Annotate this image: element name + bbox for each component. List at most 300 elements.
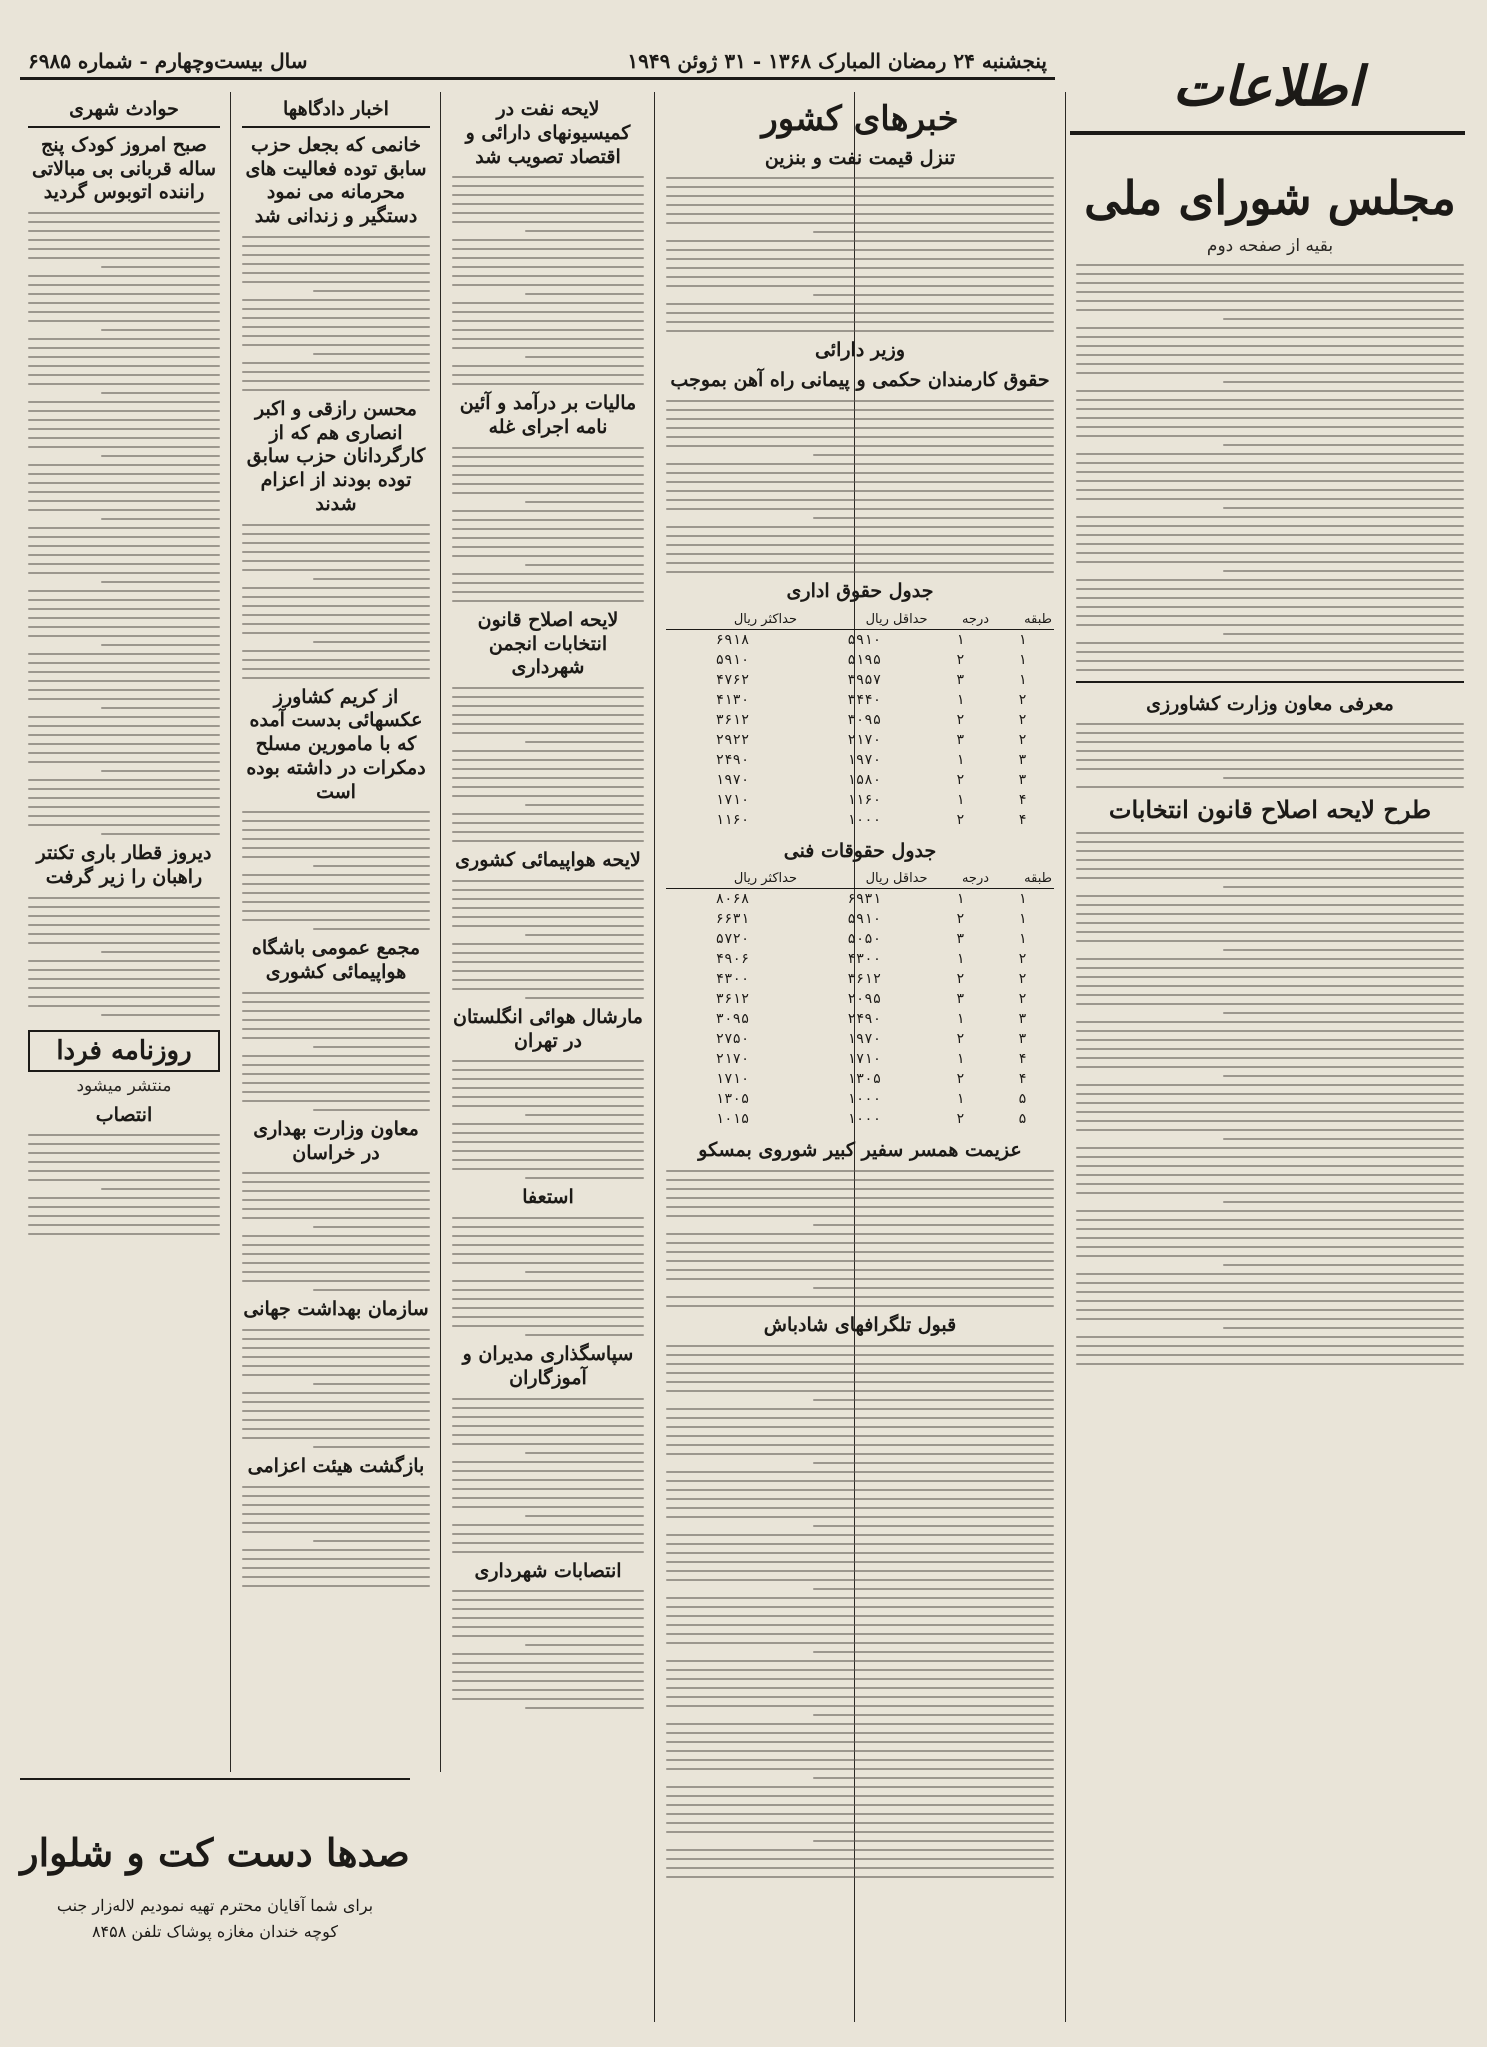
table-cell: ۲۷۵۰ xyxy=(715,1031,750,1048)
tomorrow-paper-notice: روزنامه فردا xyxy=(28,1030,220,1072)
text-line xyxy=(1076,1246,1464,1248)
text-line xyxy=(666,1206,1054,1208)
text-line xyxy=(1076,1057,1464,1059)
text-line xyxy=(452,1078,644,1080)
table-cell: ۲۰۹۵ xyxy=(847,991,882,1008)
election-law-body xyxy=(452,687,644,842)
razeghi-headline: محسن رازقی و اکبر انصاری هم که از کارگردانان حزب سابق توده بودند از اعزام شدند xyxy=(246,397,426,515)
table-cell: ۲۹۲۲ xyxy=(715,731,750,748)
text-line xyxy=(1076,1030,1464,1032)
text-line xyxy=(242,533,430,535)
table-cell: ۴ xyxy=(1018,811,1027,828)
text-line xyxy=(28,365,220,367)
table-cell: ۵۹۱۰ xyxy=(847,911,882,928)
text-line xyxy=(242,1271,430,1273)
text-line xyxy=(242,1253,430,1255)
courts-column xyxy=(236,92,436,1772)
text-line xyxy=(452,952,644,954)
text-line xyxy=(1076,832,1464,834)
text-line xyxy=(242,335,430,337)
text-line xyxy=(452,1168,644,1170)
table-cell: ۱ xyxy=(1018,651,1027,668)
text-line xyxy=(666,1242,1054,1244)
table-cell: ۲ xyxy=(956,1071,965,1088)
text-line xyxy=(452,1253,644,1255)
text-line xyxy=(1076,1273,1464,1275)
text-line xyxy=(1076,1066,1464,1068)
text-line xyxy=(525,1177,644,1179)
table-cell: ۱ xyxy=(956,1011,965,1028)
text-line xyxy=(28,635,220,637)
city-news-column xyxy=(22,92,226,1772)
delegation-return-headline: بازگشت هیئت اعزامی xyxy=(247,1455,425,1477)
text-line xyxy=(666,1624,1054,1626)
aviation-club-body xyxy=(242,992,430,1111)
text-line xyxy=(1223,507,1464,509)
table-cell: ۱ xyxy=(956,631,965,648)
text-line xyxy=(666,1867,1054,1869)
text-line xyxy=(242,1280,430,1282)
text-line xyxy=(666,1251,1054,1253)
text-line xyxy=(242,1037,430,1039)
oil-bill-column xyxy=(446,92,650,2022)
text-line xyxy=(1076,471,1464,473)
ad-headline: صدها دست کت و شلوار xyxy=(20,1830,410,1875)
text-line xyxy=(1076,642,1464,644)
text-line xyxy=(101,392,220,394)
text-line xyxy=(666,330,1054,332)
majlis-body xyxy=(1076,264,1464,671)
text-line xyxy=(452,723,644,725)
text-line xyxy=(666,276,1054,278)
text-line xyxy=(1076,976,1464,978)
air-marshal-headline: مارشال هوائی انگلستان در تهران xyxy=(453,1005,643,1052)
table-row xyxy=(666,750,1054,770)
text-line xyxy=(452,1551,644,1553)
text-line xyxy=(1076,958,1464,960)
text-line xyxy=(452,510,644,512)
text-line xyxy=(452,1617,644,1619)
text-line xyxy=(28,626,220,628)
text-line xyxy=(666,1408,1054,1410)
text-line xyxy=(452,1608,644,1610)
text-line xyxy=(28,725,220,727)
text-line xyxy=(242,263,430,265)
text-line xyxy=(525,1707,644,1709)
air-marshal-body xyxy=(452,1060,644,1179)
text-line xyxy=(242,1010,430,1012)
text-line xyxy=(666,1363,1054,1365)
text-line xyxy=(242,1208,430,1210)
text-line xyxy=(28,788,220,790)
text-line xyxy=(666,1170,1054,1172)
text-line xyxy=(666,1849,1054,1851)
text-line xyxy=(1076,768,1464,770)
table-cell: ۲ xyxy=(956,1111,965,1128)
text-line xyxy=(1223,633,1464,635)
table-cell: ۲ xyxy=(956,711,965,728)
text-line xyxy=(242,605,430,607)
text-line xyxy=(666,1705,1054,1707)
text-line xyxy=(666,204,1054,206)
text-line xyxy=(666,177,1054,179)
text-line xyxy=(28,960,220,962)
text-line xyxy=(242,245,430,247)
text-line xyxy=(452,266,644,268)
table-cell: ۲ xyxy=(956,911,965,928)
text-line xyxy=(28,815,220,817)
table-cell: ۱۷۱۰ xyxy=(847,1051,882,1068)
text-line xyxy=(1076,759,1464,761)
health-deputy-headline: معاون وزارت بهداری در خراسان xyxy=(253,1117,419,1164)
text-line xyxy=(452,1671,644,1673)
text-line xyxy=(666,544,1054,546)
text-line xyxy=(28,230,220,232)
table-cell: ۸۰۶۸ xyxy=(715,891,750,908)
keshavarz-body xyxy=(242,811,430,930)
text-line xyxy=(666,213,1054,215)
text-line xyxy=(28,545,220,547)
text-line xyxy=(525,230,644,232)
text-line xyxy=(1076,786,1464,788)
text-line xyxy=(666,1687,1054,1689)
text-line xyxy=(452,795,644,797)
soviet-body xyxy=(666,1170,1054,1307)
text-line xyxy=(242,389,430,391)
table-cell: ۱ xyxy=(1018,911,1027,928)
text-line xyxy=(525,997,644,999)
text-line xyxy=(666,1732,1054,1734)
text-line xyxy=(242,1190,430,1192)
text-line xyxy=(666,303,1054,305)
text-line xyxy=(101,951,220,953)
text-line xyxy=(28,942,220,944)
text-line xyxy=(666,1507,1054,1509)
text-line xyxy=(1076,994,1464,996)
text-line xyxy=(1076,1228,1464,1230)
table-cell: ۲۱۷۰ xyxy=(715,1051,750,1068)
text-line xyxy=(242,1055,430,1057)
text-line xyxy=(666,1804,1054,1806)
table-cell: ۲ xyxy=(1018,711,1027,728)
text-line xyxy=(452,329,644,331)
text-line xyxy=(28,293,220,295)
text-line xyxy=(666,1417,1054,1419)
text-line xyxy=(242,919,430,921)
table-cell: ۲ xyxy=(1018,691,1027,708)
text-line xyxy=(1223,1012,1464,1014)
text-line xyxy=(666,1498,1054,1500)
table-cell: ۱۹۷۰ xyxy=(715,771,750,788)
text-line xyxy=(666,240,1054,242)
text-line xyxy=(813,294,1054,296)
table-header: طبقه xyxy=(991,869,1054,889)
text-line xyxy=(242,1073,430,1075)
text-line xyxy=(101,329,220,331)
text-line xyxy=(452,600,644,602)
text-line xyxy=(313,1383,430,1385)
text-line xyxy=(242,317,430,319)
text-line xyxy=(28,779,220,781)
text-line xyxy=(242,1567,430,1569)
text-line xyxy=(242,847,430,849)
text-line xyxy=(242,1522,430,1524)
freight-train-headline: دیروز قطار باری تکنتر راهبان را زیر گرفت xyxy=(36,842,212,888)
text-line xyxy=(313,1446,430,1448)
text-line xyxy=(242,587,430,589)
text-line xyxy=(242,659,430,661)
text-line xyxy=(1076,273,1464,275)
text-line xyxy=(1076,480,1464,482)
text-line xyxy=(666,1750,1054,1752)
text-line xyxy=(666,562,1054,564)
text-line xyxy=(242,236,430,238)
table-row xyxy=(666,670,1054,690)
text-line xyxy=(666,571,1054,573)
election-law-headline: لایحه اصلاح قانون انتخابات انجمن شهرداری xyxy=(477,608,619,679)
text-line xyxy=(525,1644,644,1646)
table-cell: ۴۹۰۶ xyxy=(715,951,750,968)
table-cell: ۴۳۰۰ xyxy=(847,951,882,968)
table-cell: ۳۰۹۵ xyxy=(847,711,882,728)
text-line xyxy=(452,916,644,918)
text-line xyxy=(1076,597,1464,599)
text-line xyxy=(28,933,220,935)
text-line xyxy=(452,582,644,584)
text-line xyxy=(242,1365,430,1367)
table-cell: ۴۳۰۰ xyxy=(715,971,750,988)
table-header: طبقه xyxy=(991,610,1054,630)
text-line xyxy=(525,1515,644,1517)
table-cell: ۱۱۶۰ xyxy=(715,811,750,828)
text-line xyxy=(452,1662,644,1664)
text-line xyxy=(28,716,220,718)
text-line xyxy=(666,1858,1054,1860)
text-line xyxy=(452,519,644,521)
text-line xyxy=(28,996,220,998)
table-cell: ۲ xyxy=(956,1031,965,1048)
text-line xyxy=(452,1244,644,1246)
text-line xyxy=(452,302,644,304)
text-line xyxy=(242,856,430,858)
text-line xyxy=(1076,1237,1464,1239)
table-cell: ۳ xyxy=(956,931,965,948)
column-rule xyxy=(230,92,231,1772)
text-line xyxy=(242,1028,430,1030)
table-cell: ۵ xyxy=(1018,1091,1027,1108)
text-line xyxy=(242,344,430,346)
text-line xyxy=(666,553,1054,555)
text-line xyxy=(242,1504,430,1506)
text-line xyxy=(452,185,644,187)
text-line xyxy=(242,272,430,274)
text-line xyxy=(452,221,644,223)
text-line xyxy=(28,1134,220,1136)
table-cell: ۱۳۰۵ xyxy=(715,1091,750,1108)
text-line xyxy=(28,1197,220,1199)
text-line xyxy=(28,572,220,574)
text-line xyxy=(28,797,220,799)
text-line xyxy=(666,1831,1054,1833)
text-line xyxy=(452,943,644,945)
finance-minister-headline: وزیر دارائی xyxy=(814,339,906,362)
text-line xyxy=(666,445,1054,447)
text-line xyxy=(1076,1120,1464,1122)
table-cell: ۱۷۱۰ xyxy=(715,791,750,808)
text-line xyxy=(242,1486,430,1488)
text-line xyxy=(666,1278,1054,1280)
text-line xyxy=(666,1471,1054,1473)
text-line xyxy=(452,1280,644,1282)
text-line xyxy=(452,1626,644,1628)
text-line xyxy=(242,901,430,903)
text-line xyxy=(452,1096,644,1098)
table-cell: ۳۶۱۲ xyxy=(847,971,882,988)
text-line xyxy=(242,1217,430,1219)
text-line xyxy=(313,641,430,643)
text-line xyxy=(666,1543,1054,1545)
majlis-section-agriculture: معرفی معاون وزارت کشاورزی xyxy=(1146,692,1394,715)
text-line xyxy=(1076,1219,1464,1221)
text-line xyxy=(666,186,1054,188)
text-line xyxy=(1076,940,1464,942)
issue-volume: سال بیست‌وچهارم - شماره ۶۹۸۵ xyxy=(28,48,308,73)
text-line xyxy=(813,1525,1054,1527)
oil-bill-body xyxy=(452,176,644,385)
table-cell: ۱ xyxy=(956,791,965,808)
text-line xyxy=(1223,1201,1464,1203)
text-line xyxy=(1223,1327,1464,1329)
text-line xyxy=(525,741,644,743)
text-line xyxy=(242,892,430,894)
text-line xyxy=(452,759,644,761)
text-line xyxy=(242,1495,430,1497)
text-line xyxy=(242,1235,430,1237)
text-line xyxy=(452,777,644,779)
text-line xyxy=(242,1585,430,1587)
text-line xyxy=(666,1435,1054,1437)
text-line xyxy=(1076,525,1464,527)
text-line xyxy=(666,1453,1054,1455)
text-line xyxy=(452,347,644,349)
text-line xyxy=(28,500,220,502)
text-line xyxy=(1076,904,1464,906)
text-line xyxy=(242,1513,430,1515)
text-line xyxy=(666,472,1054,474)
text-line xyxy=(1076,1093,1464,1095)
admin-salary-table-title: جدول حقوق اداری xyxy=(786,579,934,602)
text-line xyxy=(452,1497,644,1499)
text-line xyxy=(1076,985,1464,987)
majlis-subtitle: بقیه از صفحه دوم xyxy=(1206,235,1334,256)
text-line xyxy=(1076,1084,1464,1086)
text-line xyxy=(242,614,430,616)
table-cell: ۱ xyxy=(1018,631,1027,648)
table-cell: ۱ xyxy=(956,1051,965,1068)
keshavarz-headline: از کریم کشاورز عکسهائی بدست آمده که با مامورین مسلح دمکرات در داشته بوده است xyxy=(246,685,426,803)
text-line xyxy=(1076,1048,1464,1050)
text-line xyxy=(101,1188,220,1190)
table-cell: ۱ xyxy=(956,751,965,768)
text-line xyxy=(28,221,220,223)
table-cell: ۱۰۰۰ xyxy=(847,1111,882,1128)
text-line xyxy=(666,400,1054,402)
text-line xyxy=(666,1579,1054,1581)
text-line xyxy=(1076,606,1464,608)
text-line xyxy=(28,473,220,475)
text-line xyxy=(452,492,644,494)
text-line xyxy=(1076,1336,1464,1338)
text-line xyxy=(28,446,220,448)
text-line xyxy=(1076,1129,1464,1131)
text-line xyxy=(101,644,220,646)
text-line xyxy=(242,1100,430,1102)
text-line xyxy=(666,463,1054,465)
resignation-body xyxy=(452,1217,644,1336)
text-line xyxy=(1076,435,1464,437)
text-line xyxy=(28,563,220,565)
telegram-body xyxy=(666,1345,1054,1878)
text-line xyxy=(28,1215,220,1217)
table-cell: ۳ xyxy=(956,991,965,1008)
text-line xyxy=(28,1206,220,1208)
text-line xyxy=(452,1461,644,1463)
text-line xyxy=(242,1091,430,1093)
tudeh-woman-headline: خانمی که بجعل حزب سابق توده فعالیت های محرمانه می نمود دستگیر و زندانی شد xyxy=(245,133,427,227)
text-line xyxy=(452,1635,644,1637)
text-line xyxy=(452,1680,644,1682)
text-line xyxy=(452,383,644,385)
majlis-title: مجلس شورای ملی xyxy=(1084,171,1456,225)
text-line xyxy=(452,338,644,340)
text-line xyxy=(452,474,644,476)
table-cell: ۱ xyxy=(1018,671,1027,688)
text-line xyxy=(452,248,644,250)
teachers-thanks-headline: سپاسگذاری مدیران و آموزگاران xyxy=(462,1343,634,1389)
text-line xyxy=(452,1698,644,1700)
text-line xyxy=(242,883,430,885)
text-line xyxy=(452,1416,644,1418)
text-line xyxy=(666,1534,1054,1536)
table-row xyxy=(666,790,1054,810)
text-line xyxy=(813,1714,1054,1716)
text-line xyxy=(525,1271,644,1273)
text-line xyxy=(242,380,430,382)
table-cell: ۱۹۷۰ xyxy=(847,1031,882,1048)
text-line xyxy=(1223,777,1464,779)
table-cell: ۱۰۱۵ xyxy=(715,1111,750,1128)
text-line xyxy=(1076,1174,1464,1176)
text-line xyxy=(1076,913,1464,915)
text-line xyxy=(666,1561,1054,1563)
suit-advertisement xyxy=(20,1778,410,2033)
text-line xyxy=(452,573,644,575)
text-line xyxy=(452,696,644,698)
table-cell: ۳۰۹۵ xyxy=(715,1011,750,1028)
text-line xyxy=(666,1233,1054,1235)
text-line xyxy=(452,1443,644,1445)
text-line xyxy=(242,1172,430,1174)
text-line xyxy=(666,535,1054,537)
railway-salary-headline: حقوق کارمندان حکمی و پیمانی راه آهن بموجب xyxy=(670,369,1050,391)
text-line xyxy=(28,1005,220,1007)
tudeh-woman-body xyxy=(242,236,430,391)
text-line xyxy=(666,1660,1054,1662)
tomorrow-paper-sub: منتشر میشود xyxy=(76,1075,172,1096)
text-line xyxy=(28,212,220,214)
text-line xyxy=(242,1410,430,1412)
table-cell: ۲ xyxy=(956,651,965,668)
